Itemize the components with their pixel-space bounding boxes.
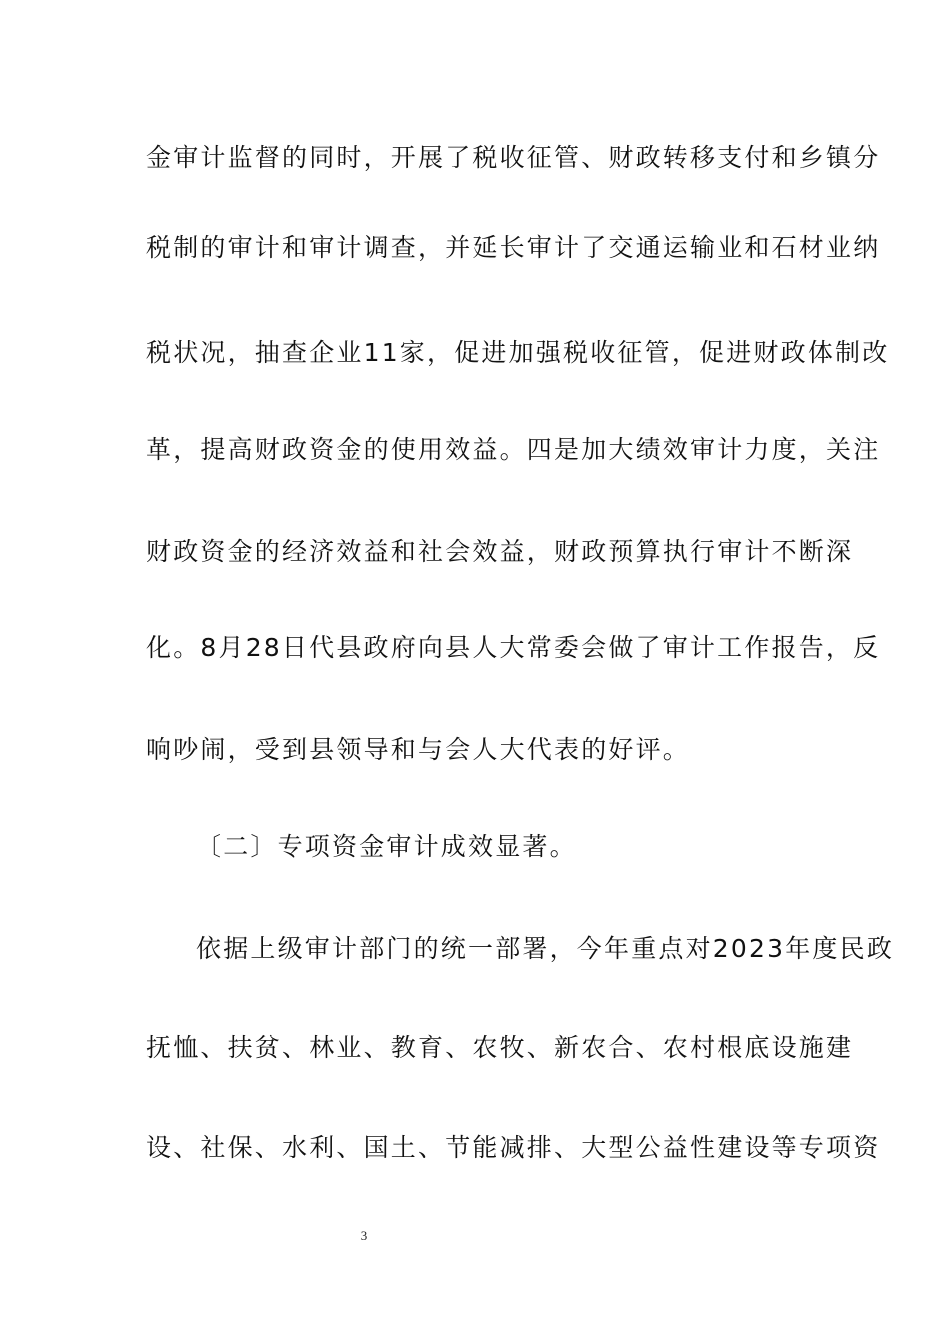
text-line-7: 响吵闹，受到县领导和与会人大代表的好评。 <box>146 735 691 764</box>
text-line-3: 税状况，抽查企业11家，促进加强税收征管，促进财政体制改 <box>146 338 890 367</box>
section-heading: 〔二〕专项资金审计成效显著。 <box>196 832 577 861</box>
text-line-9: 依据上级审计部门的统一部署，今年重点对2023年度民政 <box>196 934 895 963</box>
text-line-10: 抚恤、扶贫、林业、教育、农牧、新农合、农村根底设施建 <box>146 1033 854 1062</box>
text-line-4: 革，提高财政资金的使用效益。四是加大绩效审计力度，关注 <box>146 435 881 464</box>
text-line-1: 金审计监督的同时，开展了税收征管、财政转移支付和乡镇分 <box>146 143 881 172</box>
page-number: 3 <box>360 1228 368 1243</box>
text-line-6: 化。8月28日代县政府向县人大常委会做了审计工作报告，反 <box>146 633 881 662</box>
text-line-2: 税制的审计和审计调查，并延长审计了交通运输业和石材业纳 <box>146 233 881 262</box>
text-line-11: 设、社保、水利、国土、节能减排、大型公益性建设等专项资 <box>146 1133 881 1162</box>
text-line-5: 财政资金的经济效益和社会效益，财政预算执行审计不断深 <box>146 537 854 566</box>
